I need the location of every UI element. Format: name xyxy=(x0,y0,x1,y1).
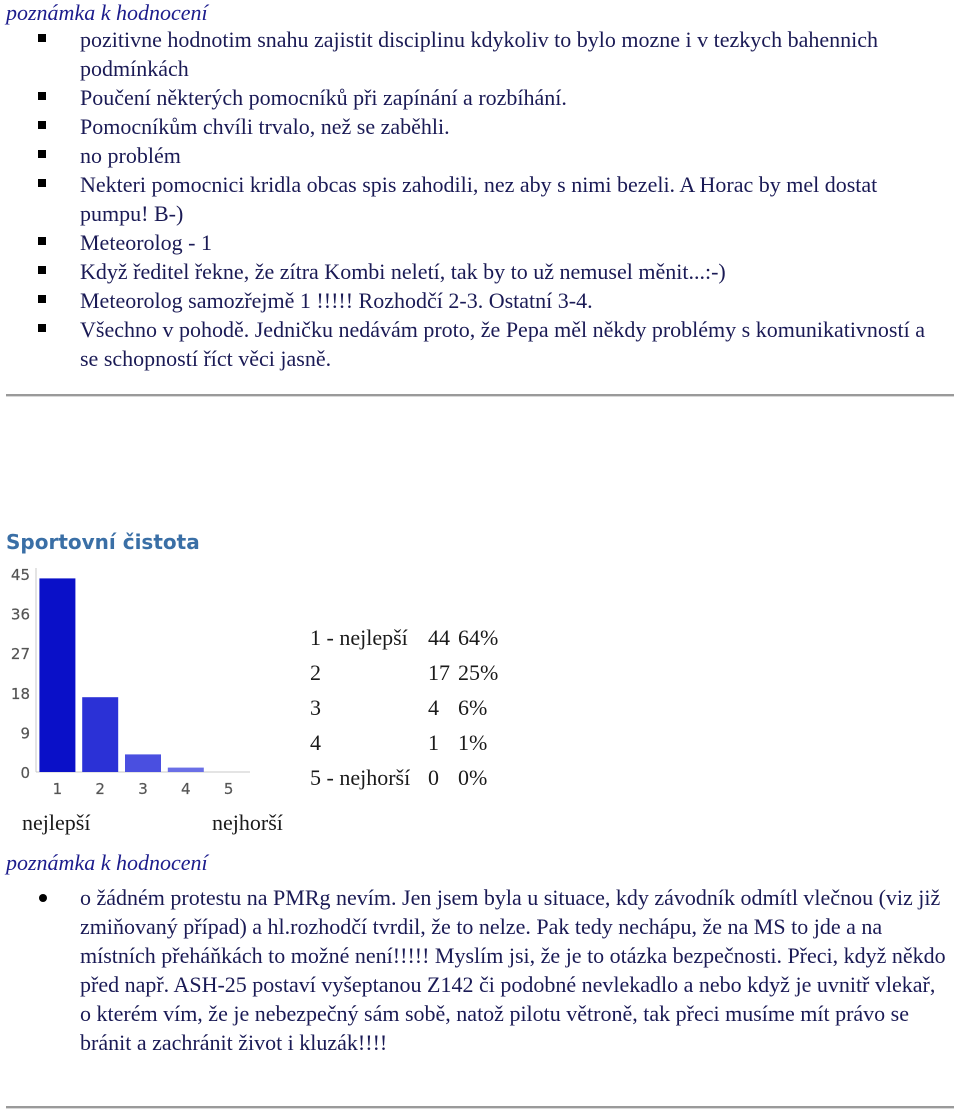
x-tick-label: 3 xyxy=(138,780,148,798)
stat-count: 4 xyxy=(428,694,439,720)
list-item-text: Všechno v pohodě. Jedničku nedávám proto, že Pepa měl někdy problémy s komunikativností a se schopností říct věci jasně. xyxy=(80,317,925,371)
y-tick-label: 9 xyxy=(20,724,30,743)
x-tick-label: 5 xyxy=(223,780,234,798)
square-bullet-icon xyxy=(38,179,46,187)
section-divider xyxy=(6,1106,954,1109)
stat-count: 44 xyxy=(428,624,450,650)
y-tick-label: 18 xyxy=(10,684,30,703)
bar xyxy=(82,697,118,772)
axis-end-best: nejlepší xyxy=(22,810,91,835)
bar xyxy=(39,578,75,772)
x-tick-label: 2 xyxy=(95,780,105,798)
table-row xyxy=(310,760,498,795)
stat-count: 1 xyxy=(428,729,439,755)
y-tick-label: 27 xyxy=(10,645,30,664)
y-tick-label: 0 xyxy=(20,764,30,782)
list-item xyxy=(36,228,941,257)
list-item xyxy=(36,170,941,228)
round-bullet-icon xyxy=(39,894,47,902)
list-item xyxy=(36,25,941,83)
stat-percent: 25% xyxy=(458,659,499,685)
stat-percent: 6% xyxy=(458,694,488,720)
list-item-text: Poučení některých pomocníků při zapínání a rozbíhání. xyxy=(80,85,567,110)
stat-label: 5 - nejhorší xyxy=(310,764,411,790)
rating-stats-table xyxy=(310,620,498,795)
stat-count: 17 xyxy=(428,659,450,685)
square-bullet-icon xyxy=(38,121,46,129)
list-item-text: o žádném protestu na PMRg nevím. Jen jsem byla u situace, kdy závodník odmítl vlečnou (viz již zmiňovaný případ) a hl.rozhodčí tvrdil, že to nelze. Pak tedy nechápu, že na MS to jde a na místních přeháňkách to možné není!!!!! Myslím jsi, že je to otázka bezpečnosti. Přeci, když někdo před např. ASH-25 postaví vyšeptanou Z142 či podobné nevlekadlo a nebo když je uvnitř vlekař, o kterém vím, že je nebezpečný sám sobě, natož pilotu větroně, tak přeci musíme mít právo se bránit a zachránit život i kluzák!!!! xyxy=(80,885,946,1055)
axis-end-worst: nejhorší xyxy=(212,810,283,835)
list-item-text: no problém xyxy=(80,143,181,168)
stat-percent: 64% xyxy=(458,624,499,650)
table-row xyxy=(310,655,498,690)
note-heading-2: poznámka k hodnocení xyxy=(6,850,208,875)
comment-list-2 xyxy=(36,883,951,1057)
section-title: Sportovní čistota xyxy=(6,530,200,554)
bar xyxy=(125,754,161,772)
square-bullet-icon xyxy=(38,34,46,42)
stat-label: 3 xyxy=(310,694,321,720)
list-item-text: Meteorolog samozřejmě 1 !!!!! Rozhodčí 2-3. Ostatní 3-4. xyxy=(80,288,593,313)
x-tick-label: 1 xyxy=(52,780,63,798)
square-bullet-icon xyxy=(38,237,46,245)
list-item xyxy=(36,257,941,286)
table-row xyxy=(310,620,498,655)
square-bullet-icon xyxy=(38,295,46,303)
stat-label: 4 xyxy=(310,729,321,755)
square-bullet-icon xyxy=(38,266,46,274)
list-item xyxy=(36,83,941,112)
list-item xyxy=(36,883,951,1057)
list-item-text: Když ředitel řekne, že zítra Kombi neletí, tak by to už nemusel měnit...:-) xyxy=(80,259,726,284)
list-item-text: Meteorolog - 1 xyxy=(80,230,212,255)
list-item xyxy=(36,315,941,373)
rating-bar-chart xyxy=(0,560,300,805)
bar xyxy=(168,768,204,772)
y-tick-label: 45 xyxy=(10,566,30,584)
table-row xyxy=(310,690,498,725)
section-divider xyxy=(6,394,954,397)
list-item xyxy=(36,141,941,170)
stat-percent: 0% xyxy=(458,764,488,790)
square-bullet-icon xyxy=(38,150,46,158)
list-item-text: Nekteri pomocnici kridla obcas spis zahodili, nez aby s nimi bezeli. A Horac by mel dostat pumpu! B-) xyxy=(80,172,878,226)
note-heading-1: poznámka k hodnocení xyxy=(6,0,208,25)
list-item-text: Pomocníkům chvíli trvalo, než se zaběhli. xyxy=(80,114,450,139)
table-row xyxy=(310,725,498,760)
list-item xyxy=(36,286,941,315)
list-item-text: pozitivne hodnotim snahu zajistit disciplinu kdykoliv to bylo mozne i v tezkych bahennich podmínkách xyxy=(80,27,878,81)
y-tick-label: 36 xyxy=(10,605,30,624)
square-bullet-icon xyxy=(38,324,46,332)
list-item xyxy=(36,112,941,141)
stat-count: 0 xyxy=(428,764,439,790)
x-tick-label: 4 xyxy=(181,780,191,798)
square-bullet-icon xyxy=(38,92,46,100)
comment-list-1 xyxy=(36,25,941,373)
stat-label: 1 - nejlepší xyxy=(310,624,408,650)
stat-label: 2 xyxy=(310,659,321,685)
stat-percent: 1% xyxy=(458,729,488,755)
